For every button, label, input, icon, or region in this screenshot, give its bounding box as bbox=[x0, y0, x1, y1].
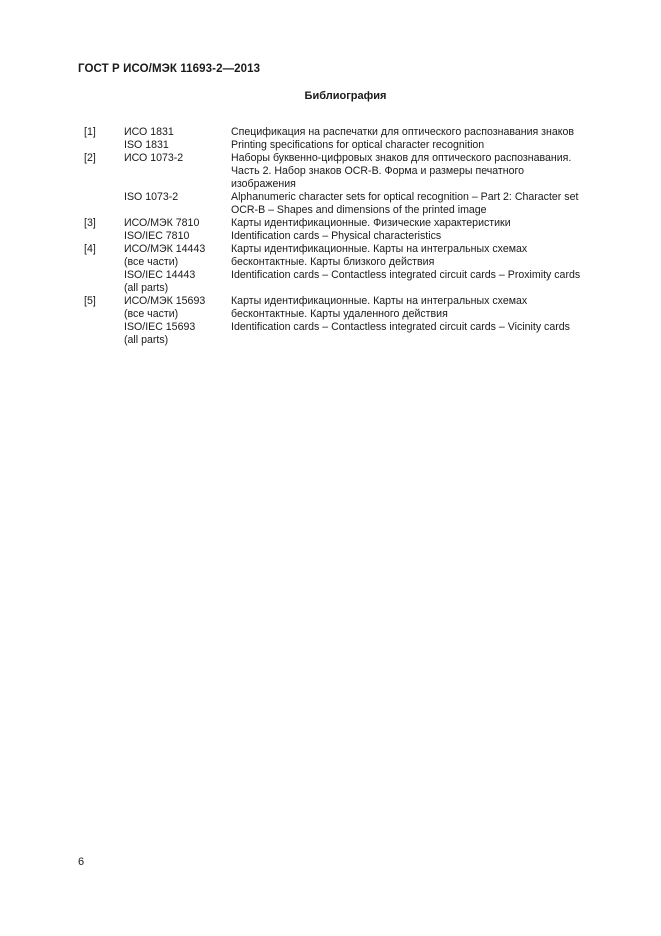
standard-designation: ISO/IEC 7810 bbox=[124, 230, 190, 242]
standard-designation: ИСО/МЭК 14443 bbox=[124, 243, 206, 255]
standard-designation: ISO/IEC 14443 bbox=[124, 269, 196, 281]
entry-line bbox=[84, 165, 604, 178]
entry-number: [4] bbox=[84, 243, 96, 255]
section-title: Библиография bbox=[304, 90, 387, 102]
entry-number: [5] bbox=[84, 295, 96, 307]
standard-part-note: (all parts) bbox=[124, 282, 169, 294]
entry-line bbox=[84, 230, 604, 243]
standard-title: Карты идентификационные. Карты на интегральных схемах bbox=[231, 295, 528, 307]
bibliography-list bbox=[84, 126, 604, 347]
entry-line bbox=[84, 217, 604, 230]
standard-title: Identification cards – Contactless integrated circuit cards – Vicinity cards bbox=[231, 321, 570, 333]
entry-number: [1] bbox=[84, 126, 96, 138]
standard-title: Спецификация на распечатки для оптического распознавания знаков bbox=[231, 126, 575, 138]
document-code-header: ГОСТ Р ИСО/МЭК 11693-2—2013 bbox=[78, 63, 261, 75]
standard-part-note: (все части) bbox=[124, 256, 179, 268]
standard-title: Часть 2. Набор знаков OCR-B. Форма и размеры печатного bbox=[231, 165, 525, 177]
entry-line bbox=[84, 256, 604, 269]
entry-number: [2] bbox=[84, 152, 96, 164]
standard-title: Alphanumeric character sets for optical recognition – Part 2: Character set bbox=[231, 191, 579, 203]
entry-line bbox=[84, 334, 604, 347]
standard-title: бесконтактные. Карты близкого действия bbox=[231, 256, 435, 268]
entry-line bbox=[84, 139, 604, 152]
entry-line bbox=[84, 204, 604, 217]
standard-title: Наборы буквенно-цифровых знаков для оптического распознавания. bbox=[231, 152, 572, 164]
entry-line bbox=[84, 321, 604, 334]
bibliography-entry bbox=[84, 295, 604, 347]
standard-title: Identification cards – Physical characteristics bbox=[231, 230, 442, 242]
standard-designation: ISO 1073-2 bbox=[124, 191, 179, 203]
standard-title: бесконтактные. Карты удаленного действия bbox=[231, 308, 448, 320]
entry-line bbox=[84, 152, 604, 165]
bibliography-entry bbox=[84, 217, 604, 243]
bibliography-entry bbox=[84, 243, 604, 295]
standard-title: Карты идентификационные. Физические характеристики bbox=[231, 217, 511, 229]
entry-line bbox=[84, 282, 604, 295]
bibliography-entry bbox=[84, 152, 604, 217]
entry-line bbox=[84, 126, 604, 139]
standard-title: Карты идентификационные. Карты на интегральных схемах bbox=[231, 243, 528, 255]
standard-part-note: (all parts) bbox=[124, 334, 169, 346]
entry-line bbox=[84, 178, 604, 191]
standard-title: OCR-B – Shapes and dimensions of the printed image bbox=[231, 204, 487, 216]
entry-line bbox=[84, 191, 604, 204]
entry-line bbox=[84, 308, 604, 321]
entry-line bbox=[84, 243, 604, 256]
standard-designation: ISO 1831 bbox=[124, 139, 169, 151]
entry-line bbox=[84, 295, 604, 308]
standard-title: Printing specifications for optical character recognition bbox=[231, 139, 485, 151]
standard-title: Identification cards – Contactless integrated circuit cards – Proximity cards bbox=[231, 269, 581, 281]
standard-designation: ISO/IEC 15693 bbox=[124, 321, 196, 333]
standard-title: изображения bbox=[231, 178, 296, 190]
bibliography-entry bbox=[84, 126, 604, 152]
standard-designation: ИСО/МЭК 7810 bbox=[124, 217, 200, 229]
standard-designation: ИСО 1073-2 bbox=[124, 152, 184, 164]
entry-line bbox=[84, 269, 604, 282]
standard-part-note: (все части) bbox=[124, 308, 179, 320]
standard-designation: ИСО 1831 bbox=[124, 126, 174, 138]
standard-designation: ИСО/МЭК 15693 bbox=[124, 295, 206, 307]
page-number: 6 bbox=[78, 856, 85, 868]
entry-number: [3] bbox=[84, 217, 96, 229]
